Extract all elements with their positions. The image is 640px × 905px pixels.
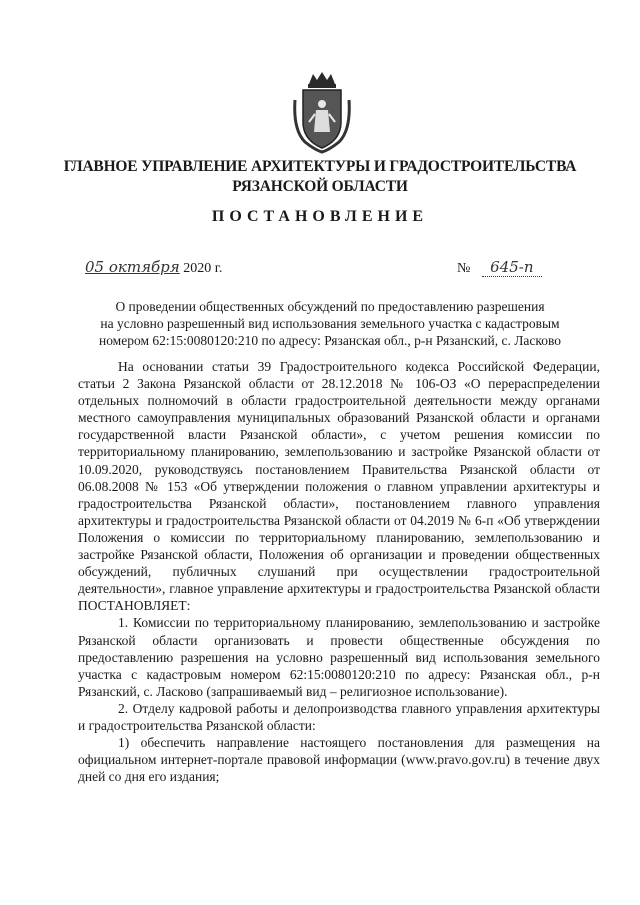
document-body — [78, 358, 600, 785]
handwritten-number: 645-п — [482, 258, 542, 277]
subject-line: О проведении общественных обсуждений по предоставлению разрешения — [115, 299, 545, 314]
clause-1: 1. Комиссии по территориальному планированию, землепользованию и застройке Рязанской области организовать и провести общественные обсуждения по предоставлению разрешения на условно разрешенный вид использования земельного участка с кадастровым номером 62:15:0080120:210 по адресу: Рязанская обл., р-н Рязанский, с. Ласково (запрашиваемый вид – религиозное использование). — [78, 615, 600, 699]
document-number — [457, 258, 542, 277]
clause-2-subitem-1: 1) обеспечить направление настоящего постановления для размещения на официальном интернет-портале правовой информации (www.pravo.gov.ru) в течение двух дней со дня его издания; — [78, 735, 600, 785]
clause-2: 2. Отделу кадровой работы и делопроизводства главного управления архитектуры и градостроительства Рязанской области: — [78, 700, 600, 733]
handwritten-date: 05 октября — [85, 258, 180, 276]
organization-name-line2: РЯЗАНСКОЙ ОБЛАСТИ — [232, 178, 408, 195]
subject-line: номером 62:15:0080120:210 по адресу: Рязанская обл., р-н Рязанский, с. Ласково — [98, 333, 562, 348]
document-subject — [70, 298, 590, 349]
coat-of-arms-icon — [291, 70, 353, 154]
organization-name-line1: ГЛАВНОЕ УПРАВЛЕНИЕ АРХИТЕКТУРЫ И ГРАДОСТРОИТЕЛЬСТВА — [63, 158, 577, 175]
number-sign: № — [457, 261, 471, 276]
document-type-title: ПОСТАНОВЛЕНИЕ — [211, 208, 429, 225]
document-date — [85, 258, 222, 277]
date-year: 2020 г. — [183, 261, 223, 276]
preamble-paragraph: На основании статьи 39 Градостроительного кодекса Российской Федерации, статьи 2 Закона Рязанской области от 28.12.2018 № 106-ОЗ «О перераспределении отдельных полномочий в области градостроительной деятельности между органами местного самоуправления муниципальных образований Рязанской области и органами государственной власти Рязанской области», с учетом решения комиссии по территориальному планированию, землепользованию и застройке Рязанской области от 10.09.2020, руководствуясь постановлением Правительства Рязанской области от 06.08.2008 № 153 «Об утверждении положения о главном управлении архитектуры и градостроительства Рязанской области», постановлением главного управления архитектуры и градостроительства Рязанской области от 04.2019 № 6-п «Об утверждении Положения о комиссии по территориальному планированию, землепользованию и застройке Рязанской области, Положения об организации и проведении общественных обсуждений, публичных слушаний при осуществлении градостроительной деятельности», главное управление архитектуры и градостроительства Рязанской области ПОСТАНОВЛЯЕТ: — [78, 359, 600, 614]
subject-line: на условно разрешенный вид использования земельного участка с кадастровым — [100, 316, 560, 331]
